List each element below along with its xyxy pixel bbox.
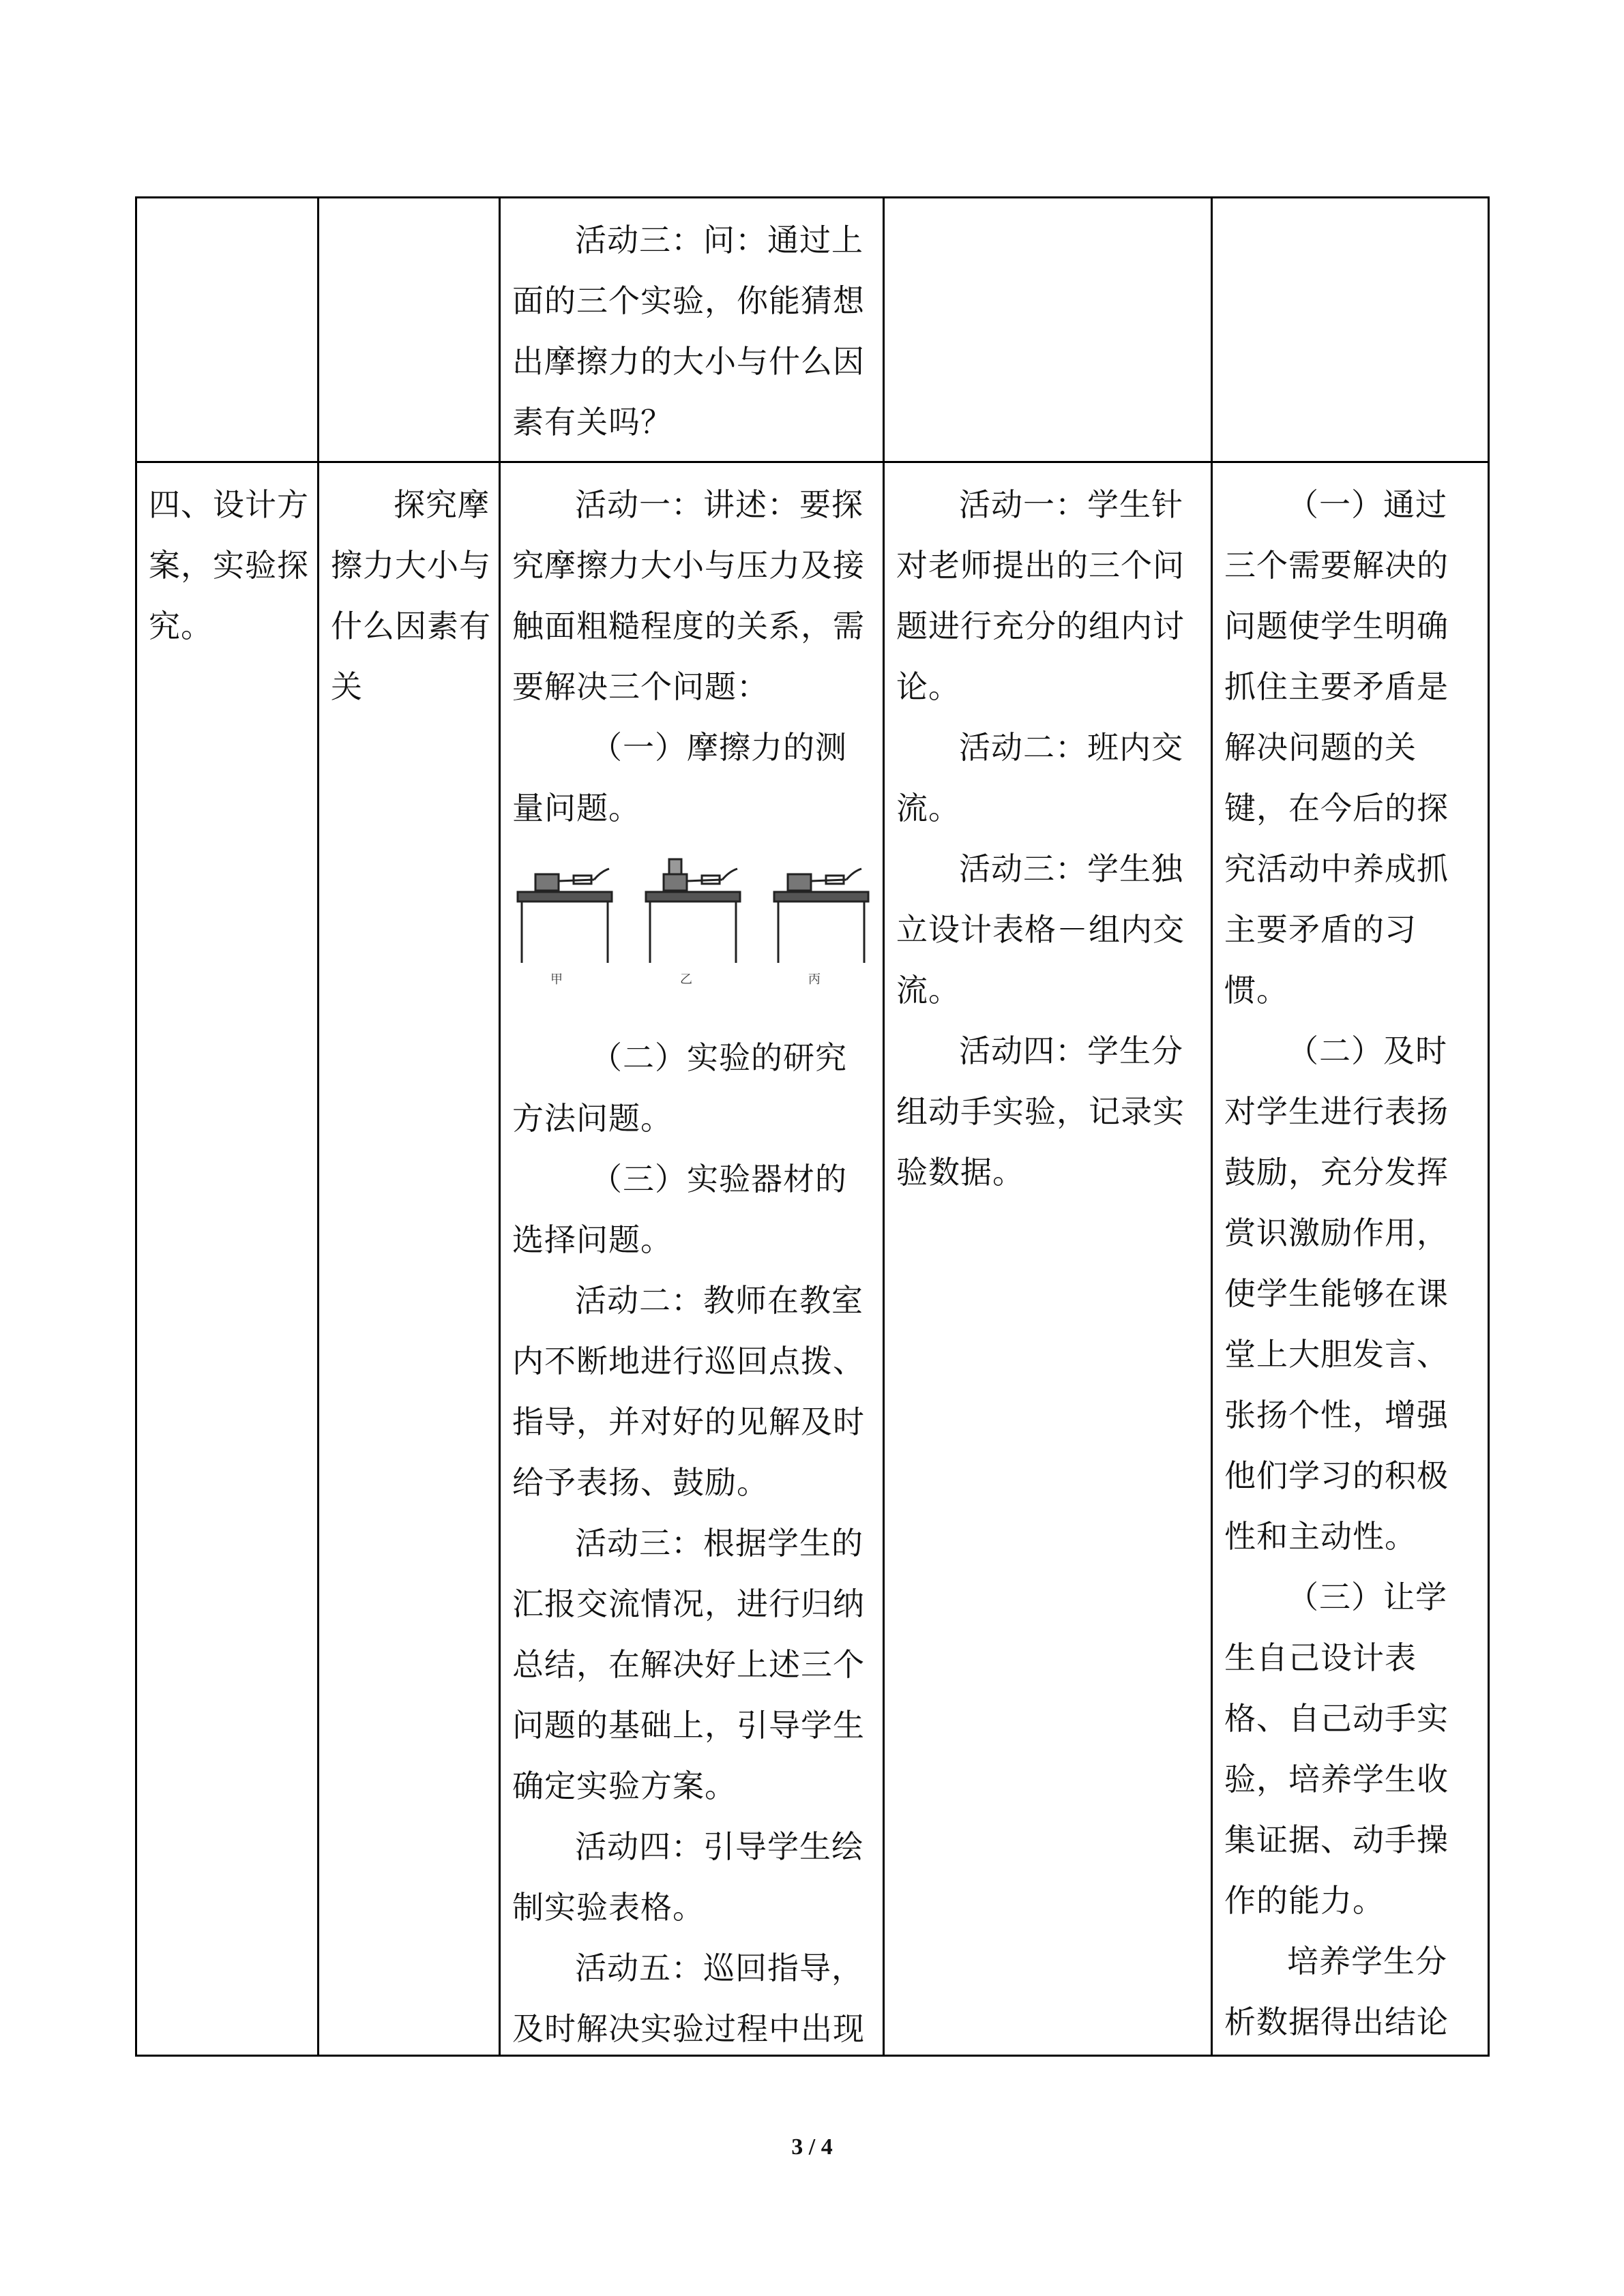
student-activity1: 活动一：学生针对老师提出的三个问题进行充分的组内讨论。 — [896, 486, 1185, 705]
student-activity3: 活动三：学生独立设计表格－组内交流。 — [896, 850, 1185, 1009]
figure-label-bing: 丙 — [808, 972, 821, 987]
student-activity4: 活动四：学生分组动手实验，记录实验数据。 — [896, 1032, 1185, 1191]
design-intent-cell — [1224, 475, 1477, 2053]
table-left-border — [135, 196, 137, 2057]
teacher-activity2: 活动二：教师在教室内不断地进行巡回点拨、指导，并对好的见解及时给予表扬、鼓励。 — [512, 1282, 865, 1501]
apparatus-jia — [518, 869, 612, 963]
student-activity2: 活动二：班内交流。 — [896, 729, 1183, 826]
figure-label-jia: 甲 — [550, 972, 563, 987]
row-divider — [135, 461, 1490, 463]
page-number: 3 / 4 — [791, 2134, 833, 2160]
content-cell — [331, 475, 491, 717]
teacher-activity-cell — [512, 475, 874, 2059]
figure-label-yi: 乙 — [680, 972, 693, 987]
column-divider — [499, 196, 501, 2057]
intent-paragraph1: （一）通过三个需要解决的问题使学生明确抓住主要矛盾是解决问题的关键，在今后的探究活动中养成抓主要矛盾的习惯。 — [1224, 486, 1449, 1009]
friction-experiment-figure — [512, 854, 881, 987]
apparatus-bing — [774, 869, 868, 963]
stage-cell — [149, 475, 309, 657]
table-right-border — [1488, 196, 1490, 2057]
row1-teacher-cell — [512, 210, 874, 453]
intent-paragraph3: （三）让学生自己设计表格、自己动手实验，培养学生收集证据、动手操作的能力。 — [1224, 1579, 1449, 1919]
row1-teacher-activity3: 活动三：问：通过上面的三个实验，你能猜想出摩擦力的大小与什么因素有关吗？ — [512, 222, 865, 441]
teacher-activity3: 活动三：根据学生的汇报交流情况，进行归纳总结，在解决好上述三个问题的基础上，引导学生确定实验方案。 — [512, 1525, 865, 1804]
intent-paragraph4: 培养学生分析数据得出结论 — [1224, 1943, 1449, 2040]
column-divider — [317, 196, 319, 2057]
apparatus-yi — [646, 859, 740, 963]
table-top-border — [135, 196, 1490, 198]
teacher-activity5: 活动五：巡回指导，及时解决实验过程中出现 — [512, 1950, 865, 2047]
column-divider — [883, 196, 885, 2057]
teacher-activity1: 活动一：讲述：要探究摩擦力大小与压力及接触面粗糙程度的关系，需要解决三个问题： — [512, 486, 865, 705]
intent-paragraph2: （二）及时对学生进行表扬鼓励，充分发挥赏识激励作用，使学生能够在课堂上大胆发言、张扬个性，增强他们学习的积极性和主动性。 — [1224, 1032, 1449, 1555]
question-method: （二）实验的研究方法问题。 — [512, 1039, 847, 1137]
content-text: 探究摩擦力大小与什么因素有关 — [331, 486, 491, 705]
lesson-plan-table — [135, 196, 1490, 2057]
stage-text: 四、设计方案，实验探究。 — [149, 486, 309, 644]
question-measurement: （一）摩擦力的测量问题。 — [512, 729, 847, 826]
column-divider — [1211, 196, 1213, 2057]
student-activity-cell — [896, 475, 1202, 1203]
teacher-activity4: 活动四：引导学生绘制实验表格。 — [512, 1828, 863, 1926]
question-equipment: （三）实验器材的选择问题。 — [512, 1161, 847, 1258]
